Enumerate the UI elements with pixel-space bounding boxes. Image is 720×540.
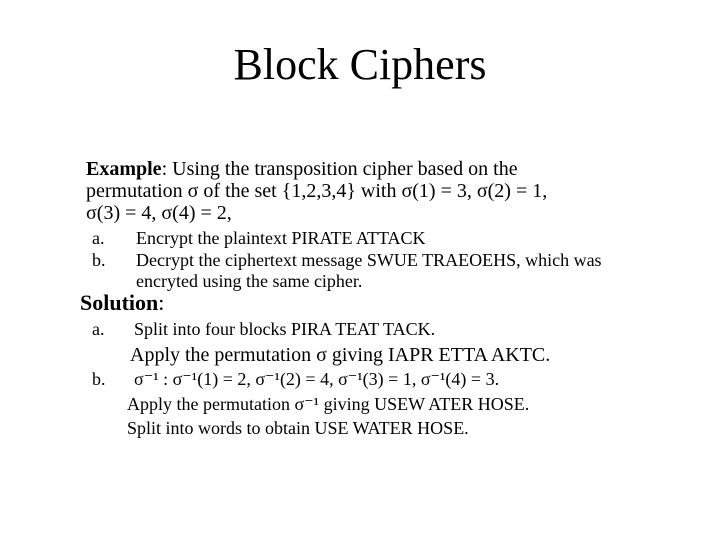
slide-title: Block Ciphers <box>233 40 487 89</box>
solution-a-marker: a. <box>92 319 105 339</box>
task-item-a-marker: a. <box>92 228 105 248</box>
example-line-2: permutation σ of the set {1,2,3,4} with σ(1) = 3, σ(2) = 1, <box>86 180 548 202</box>
task-item-b-marker: b. <box>92 250 106 270</box>
solution-colon: : <box>158 290 165 315</box>
example-line-3: σ(3) = 4, σ(4) = 2, <box>86 202 232 224</box>
solution-heading <box>80 290 164 316</box>
solution-label: Solution <box>80 290 159 315</box>
solution-b-marker: b. <box>92 369 106 389</box>
task-item-b <box>92 250 692 292</box>
solution-a-line-1: Split into four blocks PIRA TEAT TACK. <box>134 319 436 339</box>
task-item-b-continuation: encryted using the same cipher. <box>136 271 363 291</box>
solution-b-line-3: Split into words to obtain USE WATER HOSE. <box>127 418 469 438</box>
task-item-b-text: Decrypt the ciphertext message SWUE TRAEOEHS, which was <box>136 250 602 270</box>
task-item-a-text: Encrypt the plaintext PIRATE ATTACK <box>136 228 426 248</box>
example-line-1-text: : Using the transposition cipher based on the <box>161 158 518 180</box>
task-list <box>92 228 692 292</box>
solution-a-line-2: Apply the permutation σ giving IAPR ETTA AKTC. <box>130 344 551 366</box>
example-paragraph <box>86 158 547 224</box>
example-line-1 <box>86 158 547 180</box>
example-label: Example <box>86 158 162 180</box>
solution-b-line-2: Apply the permutation σ⁻¹ giving USEW ATER HOSE. <box>127 394 530 414</box>
solution-b-line-1: σ⁻¹ : σ⁻¹(1) = 2, σ⁻¹(2) = 4, σ⁻¹(3) = 1, σ⁻¹(4) = 3. <box>134 369 500 389</box>
task-item-a <box>92 228 692 249</box>
